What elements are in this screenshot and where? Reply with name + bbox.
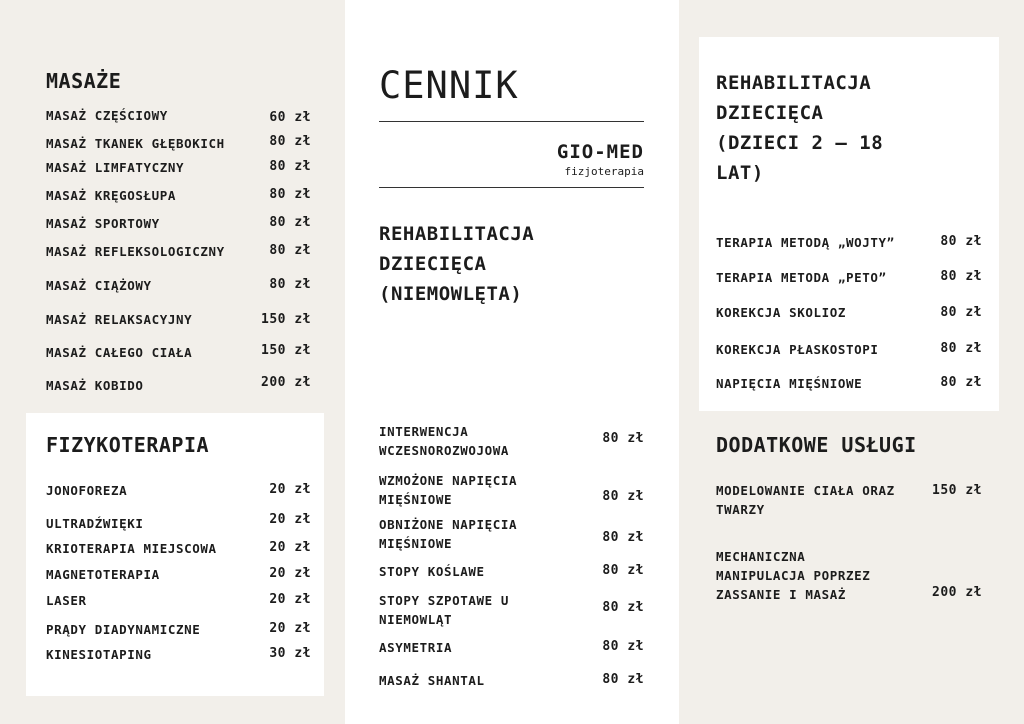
item-line: STOPY KOŚLAWE <box>379 564 485 579</box>
price: 80 zł <box>269 215 311 230</box>
price: 80 zł <box>602 672 644 687</box>
list-item <box>379 638 452 657</box>
item-line: MECHANICZNA <box>716 549 806 564</box>
title-line: REHABILITACJA <box>379 223 535 245</box>
list-item: MASAŻ LIMFATYCZNY <box>46 160 185 175</box>
price: 60 zł <box>269 110 311 125</box>
list-item: KOREKCJA SKOLIOZ <box>716 305 847 320</box>
list-item: KINESIOTAPING <box>46 647 152 662</box>
rehab-dzieci-title <box>716 68 883 188</box>
item-line: TWARZY <box>716 502 765 517</box>
item-line: MASAŻ SHANTAL <box>379 673 485 688</box>
item-line: MODELOWANIE CIAŁA ORAZ <box>716 483 895 498</box>
price: 80 zł <box>940 341 982 356</box>
page-title: CENNIK <box>379 64 519 107</box>
list-item: MASAŻ CZĘŚCIOWY <box>46 108 168 123</box>
brand-subtitle: fizjoterapia <box>564 165 644 178</box>
masaze-title: MASAŻE <box>46 69 122 93</box>
price: 80 zł <box>602 639 644 654</box>
price: 20 zł <box>269 621 311 636</box>
price: 80 zł <box>269 159 311 174</box>
item-line: NIEMOWLĄT <box>379 612 453 627</box>
title-line: LAT) <box>716 162 764 184</box>
list-item: TERAPIA METODA „PETO” <box>716 270 887 285</box>
brand-name: GIO-MED <box>556 141 644 163</box>
rehab-niemowleta-title <box>379 219 534 309</box>
price: 20 zł <box>269 540 311 555</box>
list-item: MASAŻ CIĄŻOWY <box>46 278 152 293</box>
item-line: MIĘŚNIOWE <box>379 536 453 551</box>
fizykoterapia-title: FIZYKOTERAPIA <box>46 433 210 457</box>
price: 20 zł <box>269 592 311 607</box>
price: 80 zł <box>940 305 982 320</box>
item-line: STOPY SZPOTAWE U <box>379 593 510 608</box>
list-item <box>379 515 517 553</box>
price: 80 zł <box>940 375 982 390</box>
divider <box>379 187 644 188</box>
list-item: MAGNETOTERAPIA <box>46 567 160 582</box>
list-item: LASER <box>46 593 87 608</box>
title-line: DZIECIĘCA <box>379 253 487 275</box>
list-item <box>379 422 509 460</box>
title-line: (DZIECI 2 – 18 <box>716 132 884 154</box>
dodatkowe-title: DODATKOWE USŁUGI <box>716 433 917 457</box>
item-line: ASYMETRIA <box>379 640 453 655</box>
price: 80 zł <box>269 187 311 202</box>
price: 30 zł <box>269 646 311 661</box>
list-item: TERAPIA METODĄ „WOJTY” <box>716 235 895 250</box>
list-item: MASAŻ KOBIDO <box>46 378 144 393</box>
title-line: (NIEMOWLĘTA) <box>379 283 523 305</box>
title-line: REHABILITACJA <box>716 72 872 94</box>
price: 80 zł <box>602 489 644 504</box>
price: 80 zł <box>940 234 982 249</box>
list-item: NAPIĘCIA MIĘŚNIOWE <box>716 376 863 391</box>
item-line: WCZESNOROZWOJOWA <box>379 443 510 458</box>
price: 20 zł <box>269 566 311 581</box>
list-item: MASAŻ TKANEK GŁĘBOKICH <box>46 136 225 151</box>
item-line: OBNIŻONE NAPIĘCIA <box>379 517 518 532</box>
price: 150 zł <box>261 312 311 327</box>
item-line: ZASSANIE I MASAŻ <box>716 587 847 602</box>
list-item <box>379 671 485 690</box>
price: 80 zł <box>602 563 644 578</box>
price: 80 zł <box>940 269 982 284</box>
price: 80 zł <box>602 431 644 446</box>
item-line: MANIPULACJA POPRZEZ <box>716 568 871 583</box>
item-line: MIĘŚNIOWE <box>379 492 453 507</box>
item-line: WZMOŻONE NAPIĘCIA <box>379 473 518 488</box>
list-item: MASAŻ REFLEKSOLOGICZNY <box>46 244 225 259</box>
list-item: MASAŻ KRĘGOSŁUPA <box>46 188 177 203</box>
price: 150 zł <box>932 483 982 498</box>
list-item: JONOFOREZA <box>46 483 128 498</box>
price: 150 zł <box>261 343 311 358</box>
list-item: MASAŻ RELAKSACYJNY <box>46 312 193 327</box>
divider <box>379 121 644 122</box>
price: 80 zł <box>602 530 644 545</box>
list-item <box>716 481 895 519</box>
item-line: INTERWENCJA <box>379 424 469 439</box>
list-item: KOREKCJA PŁASKOSTOPI <box>716 342 879 357</box>
price: 200 zł <box>932 585 982 600</box>
price: 80 zł <box>602 600 644 615</box>
price: 80 zł <box>269 243 311 258</box>
list-item: MASAŻ SPORTOWY <box>46 216 160 231</box>
list-item: MASAŻ CAŁEGO CIAŁA <box>46 345 193 360</box>
price: 80 zł <box>269 277 311 292</box>
price: 200 zł <box>261 375 311 390</box>
title-line: DZIECIĘCA <box>716 102 824 124</box>
price: 20 zł <box>269 482 311 497</box>
list-item <box>716 547 870 604</box>
price: 80 zł <box>269 134 311 149</box>
price: 20 zł <box>269 512 311 527</box>
list-item <box>379 591 509 629</box>
list-item <box>379 562 485 581</box>
list-item <box>379 471 517 509</box>
list-item: ULTRADŹWIĘKI <box>46 516 144 531</box>
list-item: KRIOTERAPIA MIEJSCOWA <box>46 541 217 556</box>
list-item: PRĄDY DIADYNAMICZNE <box>46 622 201 637</box>
